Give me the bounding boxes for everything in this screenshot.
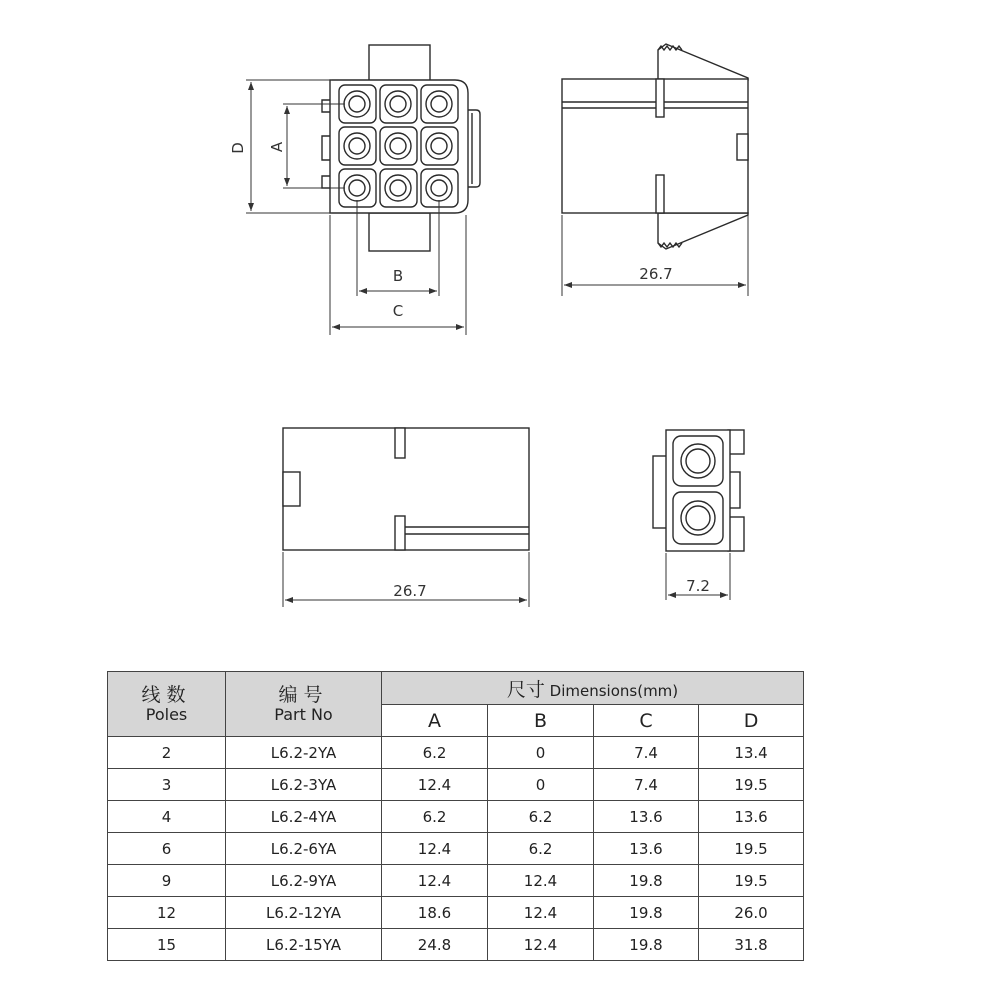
d-cell: 13.6	[699, 801, 804, 833]
front-view	[229, 45, 480, 335]
poles-header	[108, 672, 226, 737]
front-bottom-tab	[369, 213, 430, 251]
end-width-label: 7.2	[686, 577, 710, 595]
d-cell: 26.0	[699, 897, 804, 929]
front-right-latch	[468, 110, 480, 187]
dim-a-label: A	[268, 141, 286, 153]
d-cell: 19.5	[699, 865, 804, 897]
c-cell: 13.6	[594, 801, 699, 833]
a-cell: 24.8	[382, 929, 488, 961]
poles-cell: 9	[108, 865, 226, 897]
table-row	[108, 833, 804, 865]
part-cell: L6.2-15YA	[226, 929, 382, 961]
dimensions-header	[382, 672, 804, 705]
b-cell: 12.4	[488, 865, 594, 897]
part-cell: L6.2-9YA	[226, 865, 382, 897]
front-top-tab	[369, 45, 430, 81]
col-b-header: B	[488, 705, 594, 737]
poles-cell: 15	[108, 929, 226, 961]
end-view	[653, 430, 744, 600]
d-cell: 19.5	[699, 833, 804, 865]
table-row	[108, 865, 804, 897]
a-cell: 12.4	[382, 833, 488, 865]
side-top-latch	[658, 44, 748, 80]
b-cell: 12.4	[488, 929, 594, 961]
part-header-cn: 编号	[278, 684, 329, 706]
side-bottom-latch	[658, 213, 748, 249]
d-cell: 13.4	[699, 737, 804, 769]
c-cell: 7.4	[594, 737, 699, 769]
poles-cell: 2	[108, 737, 226, 769]
side-view	[562, 44, 748, 296]
a-cell: 18.6	[382, 897, 488, 929]
c-cell: 19.8	[594, 865, 699, 897]
bottom-body	[283, 428, 529, 550]
dimensions-table	[107, 671, 804, 961]
part-header-en: Part No	[274, 705, 333, 724]
side-length-label: 26.7	[639, 265, 673, 283]
bottom-view	[283, 428, 529, 607]
a-cell: 12.4	[382, 865, 488, 897]
dimensions-table-container	[107, 671, 803, 958]
a-cell: 6.2	[382, 801, 488, 833]
table-row	[108, 929, 804, 961]
col-a-header: A	[382, 705, 488, 737]
table-row	[108, 769, 804, 801]
b-cell: 6.2	[488, 833, 594, 865]
table-row	[108, 737, 804, 769]
dimensions-header-cn: 尺寸	[506, 678, 545, 701]
b-cell: 0	[488, 769, 594, 801]
c-cell: 19.8	[594, 897, 699, 929]
c-cell: 19.8	[594, 929, 699, 961]
b-cell: 12.4	[488, 897, 594, 929]
table-row	[108, 897, 804, 929]
part-cell: L6.2-3YA	[226, 769, 382, 801]
poles-cell: 12	[108, 897, 226, 929]
dim-d-label: D	[229, 142, 247, 154]
part-cell: L6.2-4YA	[226, 801, 382, 833]
dim-c-label: C	[392, 302, 404, 320]
poles-header-cn: 线数	[141, 684, 192, 706]
col-d-header: D	[699, 705, 804, 737]
part-header	[226, 672, 382, 737]
end-body	[666, 430, 730, 551]
poles-cell: 6	[108, 833, 226, 865]
dimensions-header-en: Dimensions(mm)	[549, 681, 679, 700]
bottom-length-label: 26.7	[393, 582, 427, 600]
part-cell: L6.2-6YA	[226, 833, 382, 865]
b-cell: 0	[488, 737, 594, 769]
poles-header-en: Poles	[145, 705, 188, 724]
c-cell: 7.4	[594, 769, 699, 801]
poles-cell: 3	[108, 769, 226, 801]
side-body	[562, 79, 748, 213]
part-cell: L6.2-2YA	[226, 737, 382, 769]
c-cell: 13.6	[594, 833, 699, 865]
col-c-header: C	[594, 705, 699, 737]
table-row	[108, 801, 804, 833]
b-cell: 6.2	[488, 801, 594, 833]
a-cell: 12.4	[382, 769, 488, 801]
dim-b-label: B	[392, 267, 404, 285]
a-cell: 6.2	[382, 737, 488, 769]
d-cell: 31.8	[699, 929, 804, 961]
d-cell: 19.5	[699, 769, 804, 801]
poles-cell: 4	[108, 801, 226, 833]
part-cell: L6.2-12YA	[226, 897, 382, 929]
